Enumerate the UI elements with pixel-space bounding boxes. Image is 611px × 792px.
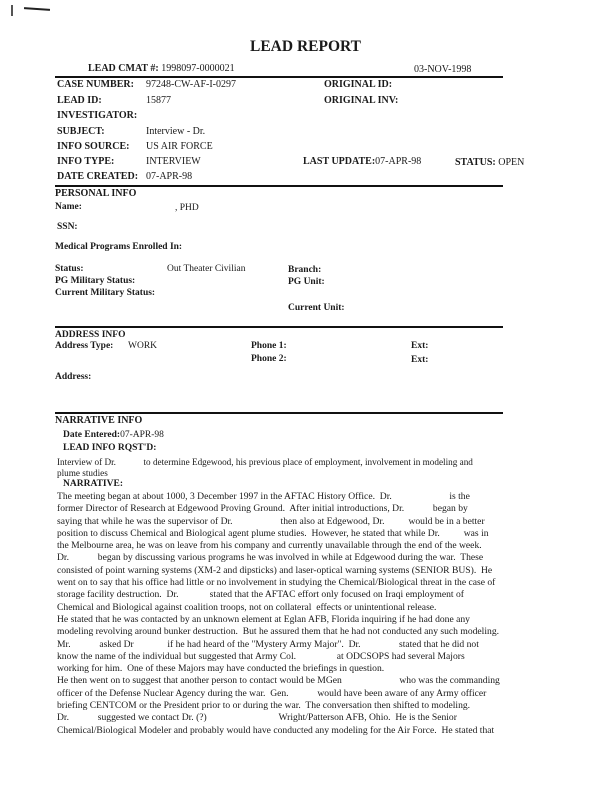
personal-divider [55,326,503,328]
narrative-line: former Director of Research at Edgewood Proving Ground. After initial introductions, Dr. began by [57,503,468,515]
address-info-heading: ADDRESS INFO [55,330,126,340]
last-update-label: LAST UPDATE: [303,156,376,167]
date-created-value: 07-APR-98 [146,171,193,182]
date-entered-label: Date Entered: [63,430,121,440]
ssn-label: SSN: [57,222,78,232]
page-title: LEAD REPORT [250,38,361,55]
case-number-value: 97248-CW-AF-I-0297 [146,79,236,90]
investigator-label: INVESTIGATOR: [57,110,138,121]
date-created-label: DATE CREATED: [57,171,139,182]
narrative-line: officer of the Defense Nuclear Agency during the war. Gen. would have been aware of any Army officer [57,687,487,699]
narrative-line: Dr. began by discussing various programs he was involved in while at Edgewood during the war. These [57,552,484,564]
narrative-line: Chemical/Biological Modeler and probably would have conducted any modeling for the Air Force. He stated that [57,724,495,736]
narrative-line: went on to say that his office had little or no involvement in studying the Chemical/Biological threat in the case of [57,577,496,589]
subject-value: Interview - Dr. [146,126,206,137]
narrative-line: Chemical and Biological against coalition troops, not on collateral effects or unintentional release. [57,601,437,613]
current-unit-label: Current Unit: [288,303,345,313]
phone1-label: Phone 1: [251,341,287,351]
status-value: OPEN [498,157,525,168]
narrative-line: storage facility destruction. Dr. stated that the AFTAC effort only focused on Iraqi employment of [57,589,464,601]
name-label: Name: [55,202,82,212]
branch-label: Branch: [288,265,322,275]
status [455,157,524,168]
subject-label: SUBJECT: [57,126,105,137]
narrative-line: working for him. One of these Majors may have conducted the briefings in question. [57,663,385,675]
status-label: STATUS: [455,157,496,168]
ext1-label: Ext: [411,341,429,351]
address-type-value: WORK [128,341,158,351]
info-source-value: US AIR FORCE [146,141,213,152]
last-update [303,156,421,167]
last-update-value: 07-APR-98 [375,156,422,167]
status-label-personal: Status: [55,264,84,274]
lead-info-line: plume studies [57,468,108,478]
narrative-body [57,491,527,737]
narrative-line: consisted of point warning systems (XM-2 and dipsticks) and laser-optical warning systems (SENIOR BUS). He [57,564,493,576]
narrative-info-heading: NARRATIVE INFO [55,415,143,426]
narrative-line: modeling revolving around bunker destruction. But he assured them that he had not conducted any such modeling. [57,626,500,638]
personal-info-heading: PERSONAL INFO [55,188,137,199]
scan-mark-dash [24,7,50,11]
lead-id-value: 15877 [146,95,171,106]
narrative-line: know the name of the individual but suggested that Army Col. at ODCSOPS had several Majors [57,650,465,662]
name-value: , PHD [175,203,199,213]
medical-programs-label: Medical Programs Enrolled In: [55,242,183,252]
phone2-label: Phone 2: [251,354,287,364]
lead-info-label: LEAD INFO RQST'D: [63,443,157,453]
narrative-line: The meeting began at about 1000, 3 December 1997 in the AFTAC History Office. Dr. is the [57,491,470,502]
info-source-label: INFO SOURCE: [57,141,130,152]
case-number-label: CASE NUMBER: [57,79,134,90]
header-divider [55,76,503,78]
original-id-label: ORIGINAL ID: [324,79,393,90]
status-value-personal: Out Theater Civilian [167,264,246,274]
pg-military-status-label: PG Military Status: [55,276,136,286]
narrative-line: He then went on to suggest that another person to contact would be MGen who was the commanding [57,675,500,687]
cmat-line [88,63,235,74]
report-date: 03-NOV-1998 [414,64,472,75]
case-divider [55,185,503,187]
address-label: Address: [55,372,92,382]
address-divider [55,412,503,414]
ext2-label: Ext: [411,355,429,365]
narrative-line: the Melbourne area, he was on leave from his company and currently unavailable through the end of the week. [57,540,482,552]
address-type-label: Address Type: [55,341,114,351]
lead-id-label: LEAD ID: [57,95,102,106]
current-military-status-label: Current Military Status: [55,288,156,298]
lead-info-line: Interview of Dr. to determine Edgewood, his previous place of employment, involvement in modeling and [57,457,473,467]
narrative-line: saying that while he was the supervisor of Dr. then also at Edgewood, Dr. would be in a better [57,515,485,527]
narrative-line: position to discuss Chemical and Biological agent plume studies. However, he stated that while Dr. was in [57,527,489,539]
narrative-line: Mr. asked Dr if he had heard of the "Mystery Army Major". Dr. stated that he did not [57,638,479,650]
narrative-line: He stated that he was contacted by an unknown element at Eglan AFB, Florida inquiring if he had done any [57,613,470,625]
info-type-label: INFO TYPE: [57,156,115,167]
date-entered-value: 07-APR-98 [120,430,164,440]
narrative-label: NARRATIVE: [63,479,123,489]
date-entered [63,430,164,440]
narrative-line: Dr. suggested we contact Dr. (?) Wright/Patterson AFB, Ohio. He is the Senior [57,712,457,724]
narrative-line: briefing CENTCOM or the President prior to or during the war. The conversation then shifted to modeling. [57,700,471,712]
scan-mark-left [11,5,13,16]
pg-unit-label: PG Unit: [288,277,325,287]
cmat-value: 1998097-0000021 [161,63,235,74]
original-inv-label: ORIGINAL INV: [324,95,399,106]
info-type-value: INTERVIEW [146,156,201,167]
cmat-label: LEAD CMAT #: [88,63,159,74]
lead-info-text [57,457,527,479]
